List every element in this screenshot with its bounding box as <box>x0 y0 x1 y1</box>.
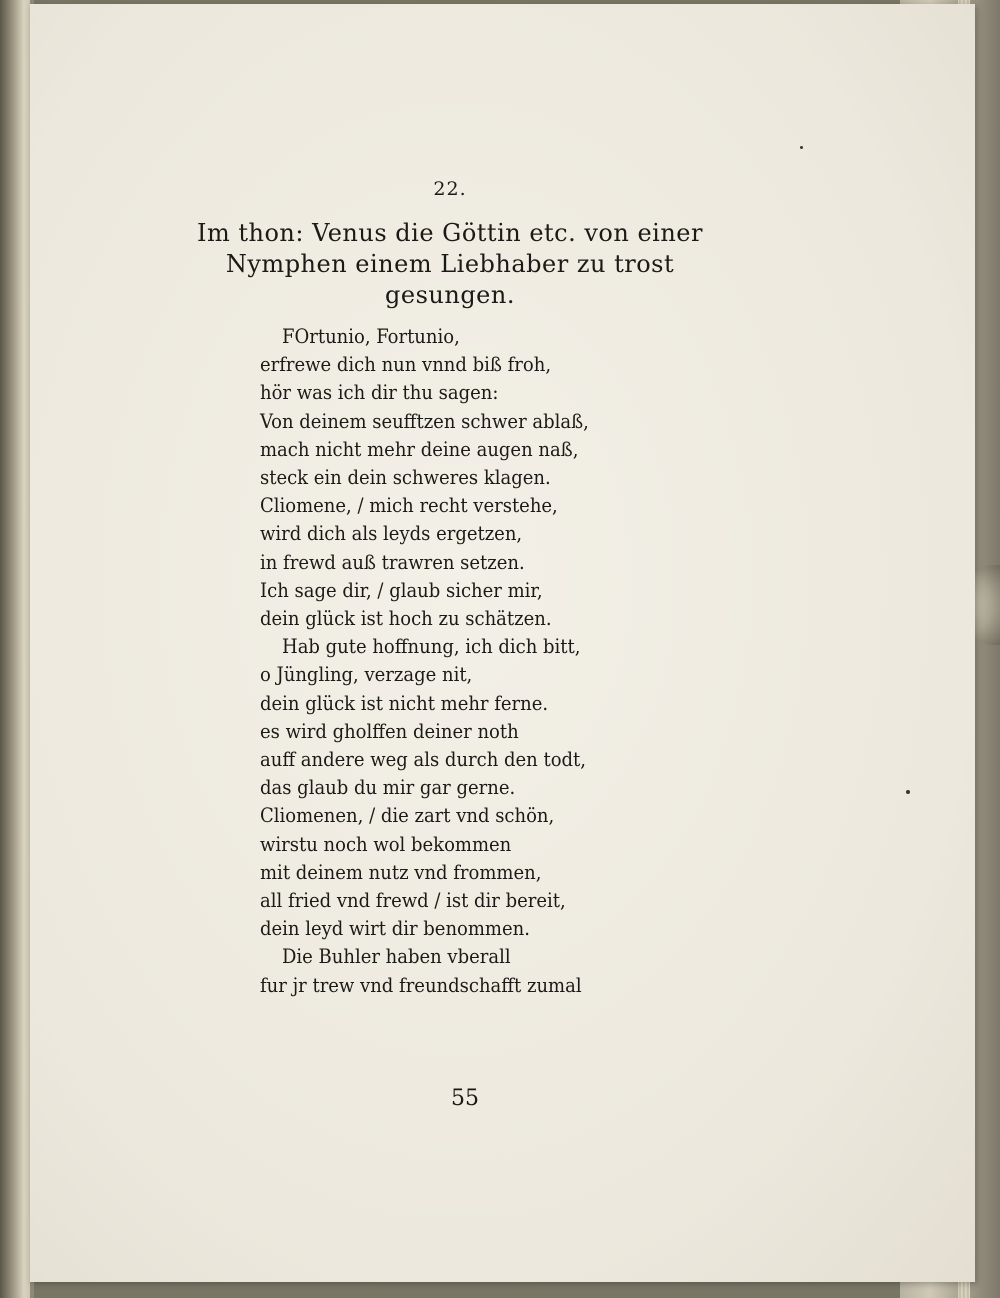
heading-line: Nymphen einem Liebhaber zu trost <box>225 250 675 278</box>
verse-line: Von deinem seufftzen schwer ablaß, <box>260 408 589 433</box>
verse-line: in frewd auß trawren setzen. <box>260 549 525 574</box>
paper-speck <box>906 790 910 794</box>
verse-line: auff andere weg als durch den todt, <box>260 747 586 772</box>
verse-line: es wird gholffen deiner noth <box>260 718 519 743</box>
verse-line: Cliomene, / mich recht verstehe, <box>260 493 558 518</box>
verse-line: dein glück ist nicht mehr ferne. <box>260 690 549 715</box>
verse-line: steck ein dein schweres klagen. <box>260 465 551 490</box>
verse-line: Ich sage dir, / glaub sicher mir, <box>260 577 543 602</box>
verse-line: mach nicht mehr deine augen naß, <box>260 436 579 461</box>
verse-line: Hab gute hoffnung, ich dich bitt, <box>282 634 581 659</box>
book-page <box>30 4 975 1282</box>
verse-line: wird dich als leyds ergetzen, <box>260 521 523 546</box>
song-heading <box>170 218 730 311</box>
song-number: 22. <box>433 178 467 200</box>
page-content <box>30 4 975 1282</box>
verse-line: das glaub du mir gar gerne. <box>260 775 516 800</box>
heading-line: Im thon: Venus die Göttin etc. von einer <box>197 219 703 247</box>
verse-line: hör was ich dir thu sagen: <box>260 380 499 405</box>
verse-line: erfrewe dich nun vnnd biß froh, <box>260 352 552 377</box>
verse-line: Die Buhler haben vberall <box>282 944 511 969</box>
verse-line: wirstu noch wol bekommen <box>260 831 512 856</box>
verse-line: fur jr trew vnd freundschafft zumal <box>260 972 582 997</box>
verse-line: all fried vnd frewd / ist dir bereit, <box>260 888 566 913</box>
verse-text <box>260 322 720 999</box>
heading-line: gesungen. <box>385 281 515 309</box>
verse-line: Cliomenen, / die zart vnd schön, <box>260 803 555 828</box>
verse-line: o Jüngling, verzage nit, <box>260 662 473 687</box>
verse-line: dein glück ist hoch zu schätzen. <box>260 606 552 631</box>
verse-line: mit deinem nutz vnd frommen, <box>260 859 542 884</box>
verse-line: FOrtunio, Fortunio, <box>282 324 460 348</box>
book-spine <box>0 0 34 1298</box>
page-number: 55 <box>451 1086 479 1111</box>
verse-line: dein leyd wirt dir benommen. <box>260 916 530 941</box>
paper-speck <box>800 146 803 149</box>
